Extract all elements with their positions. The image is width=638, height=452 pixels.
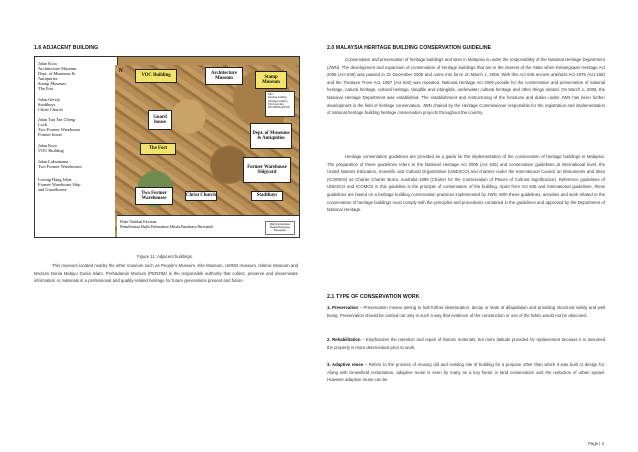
legend-item: Jalan Kota bbox=[38, 61, 57, 66]
map-key-item: Heritage building bbox=[268, 99, 288, 103]
legend-item: Jalan Kota bbox=[38, 143, 57, 148]
map-key-title: KEY bbox=[268, 93, 274, 96]
section-heading-adjacent-building: 1.6 ADJACENT BUILDING bbox=[34, 45, 99, 51]
legend-item: VOC Building bbox=[38, 148, 64, 153]
label-two-former-warehouses: Two Former Warehouses bbox=[135, 187, 173, 205]
legend-item: Former house bbox=[38, 132, 63, 137]
north-arrow-icon: N bbox=[119, 68, 123, 74]
legend-item: Two Former Warehouse bbox=[38, 127, 81, 132]
map-key bbox=[265, 91, 295, 117]
item-label: 1. Preservation bbox=[327, 305, 359, 310]
paragraph-text: Heritage conservation guidelines are provided as a guide for the implementation of the conservation of heritage buildings in Malaysia. The preparation of these guidelines refers to the National Heritage Act 2005 (Act 645) and conservation guidelines at international level, the United Nations Education, Scientific and Cultural Organization (UNESCO) and charters under the International Council on Monuments and Sites (ICOMOS) as Charter Charter Burra, Australia 1999 (Charter for the Conservation of Places of Cultural Significance). Reference guidelines of UNESCO and ICOMOS in this guideline is the principle of conservation of the building. Apart from Act 645 and international guidelines, these guidelines are based on a heritage building conservation practices implemented by JWN. With these guidelines, activities and work related to the conservation of heritage buildings must comply with the principles and procedures contained in the guidelines and approved by the Department of National Heritage. bbox=[327, 154, 605, 213]
paragraph-text: This museum located nearby the other museum such as People's Museum, Kite Museum, UMNO museum, Islamic Museum and Muzium Dunia Melayu Dunia Islam. Perbadanan Muzium (PERZIM) is the responsible authority that collect, preserve and disseminate information or materials in a professional and quality-related heritage for future generations present and future. bbox=[34, 263, 298, 284]
item-text: – Emphasizes the retention and repair of historic materials, but more latitude provided for replacement because it is assumed the property is more deteriorated prior to work. bbox=[327, 337, 605, 350]
legend-item: The Fort bbox=[38, 86, 54, 91]
item-text: – Preservation means aiming to halt further deterioration, decay or state of dilapidation and providing structural safety and well being. Preservation should be carried out only in such a way that evidence of the construction or use of the fabric would not be obscured. bbox=[327, 305, 606, 318]
map-key-item: Plot boundary bbox=[268, 102, 285, 106]
item-text: – Refers to the process of reusing old and existing site of building for a purpose other than which it was built or design for. Along with brownfield reclamation, adaptive reuse is seen by many as a key factor in land conservation and the reduction of urban sprawl. However adaptive reuse can be bbox=[327, 362, 605, 383]
item-preservation bbox=[327, 304, 605, 319]
municipal-logo: Majlis Perbandaran Melaka Bandaraya Bersejarah bbox=[265, 221, 295, 235]
legend-item: Jalan Laksamana bbox=[38, 159, 69, 164]
figure-caption: Figure 11: Adjacent buildings. bbox=[136, 254, 194, 259]
legend-item: Jalan Tun Tan Cheng bbox=[38, 117, 76, 122]
label-dept-museums: Dept. of Museums & Antiquities bbox=[250, 123, 292, 149]
item-label: 2. Rehabilitation bbox=[327, 337, 361, 342]
legend-item: Architecture Museum bbox=[38, 66, 77, 71]
page-number: Page | 4 bbox=[588, 441, 604, 446]
map-legend bbox=[35, 57, 118, 237]
legend-item: Stamp Museum bbox=[38, 81, 66, 86]
map-key-item: Existing building bbox=[268, 96, 287, 100]
item-rehabilitation bbox=[327, 336, 605, 351]
label-guard-house: Guard house bbox=[148, 110, 172, 130]
legend-item: Former Warehouse Ship bbox=[38, 182, 81, 187]
adjacent-building-paragraph bbox=[34, 262, 298, 285]
label-voc-building: VOC Building bbox=[135, 69, 177, 83]
map-key-item: DO PERSUASION bbox=[268, 106, 290, 110]
legend-item: Stadthuys bbox=[38, 102, 56, 107]
paragraph-text: Conservation and preservation of heritage buildings and sites in Malaysia is under the responsibility of the National Heritage Department (JWN). The development and expansion of conservation of heritage buildings that are in the interest of the State when Kebangsaan Heritage Act 2005 (Act 645) was passed in 31 December 2005 and came into force on March 1, 2006. With this Act 645 ancient artefacts Act 1976 (Act 168) and the Treasure Trove Act, 1957 (Act 542) was repealed. National Heritage Act 2005 provide for the conservation and preservation of national heritage, natural heritage, cultural heritage, tangible and intangible, underwater cultural heritage and other things related. On March 1, 2006, the National Heritage Department was established. The establishment and restructuring of the functions and duties under JWN has been further development in the field of heritage conservation. JWN chaired by the Heritage Commissioner responsible for the registration and implementation of national heritage building heritage conservation projects throughout the country. bbox=[327, 57, 605, 116]
section-heading-guideline: 2.0 MALAYSIA HERITAGE BUILDING CONSERVATION GUIDELINE bbox=[327, 45, 492, 51]
adjacent-buildings-map bbox=[34, 56, 300, 238]
guideline-paragraph-2 bbox=[327, 153, 605, 214]
label-stamp-museum: Stamp Museum bbox=[255, 71, 287, 89]
map-footer-line: Pelan Tindakan Kawasan bbox=[120, 220, 157, 224]
legend-item: Christ Church bbox=[38, 107, 63, 112]
legend-item: Two Former Warehouses bbox=[38, 164, 82, 169]
label-christ-church: Christ Church bbox=[185, 191, 217, 201]
guideline-paragraph-1 bbox=[327, 56, 605, 117]
map-footer-line: Pemuliharaan Majlis Perbandaran Melaka Bandaraya Bersejarah bbox=[120, 225, 213, 229]
legend-item: and Guardhouse bbox=[38, 187, 67, 192]
legend-item: Antiquities bbox=[38, 76, 58, 81]
map-footer bbox=[117, 215, 299, 238]
legend-item: Dept. of Museums & bbox=[38, 71, 76, 76]
label-architecture-museum: Architecture Museum bbox=[205, 67, 243, 85]
item-adaptive-reuse bbox=[327, 361, 605, 384]
legend-item: Jalan Gereja bbox=[38, 97, 60, 102]
label-the-fort: The Fort bbox=[140, 143, 176, 155]
subheading-conservation-work: 2.1 TYPE OF CONSERVATION WORK bbox=[327, 294, 420, 300]
map-footer-text bbox=[120, 220, 213, 230]
item-label: 3. Adaptive reuse bbox=[327, 362, 364, 367]
label-former-warehouse-shipyard: Former Warehouse Shipyard bbox=[243, 157, 291, 183]
label-stadthuys: Stadthuys bbox=[251, 191, 283, 201]
legend-item: Lock bbox=[38, 122, 48, 127]
legend-item: Lorong Hang Jebat bbox=[38, 177, 72, 182]
